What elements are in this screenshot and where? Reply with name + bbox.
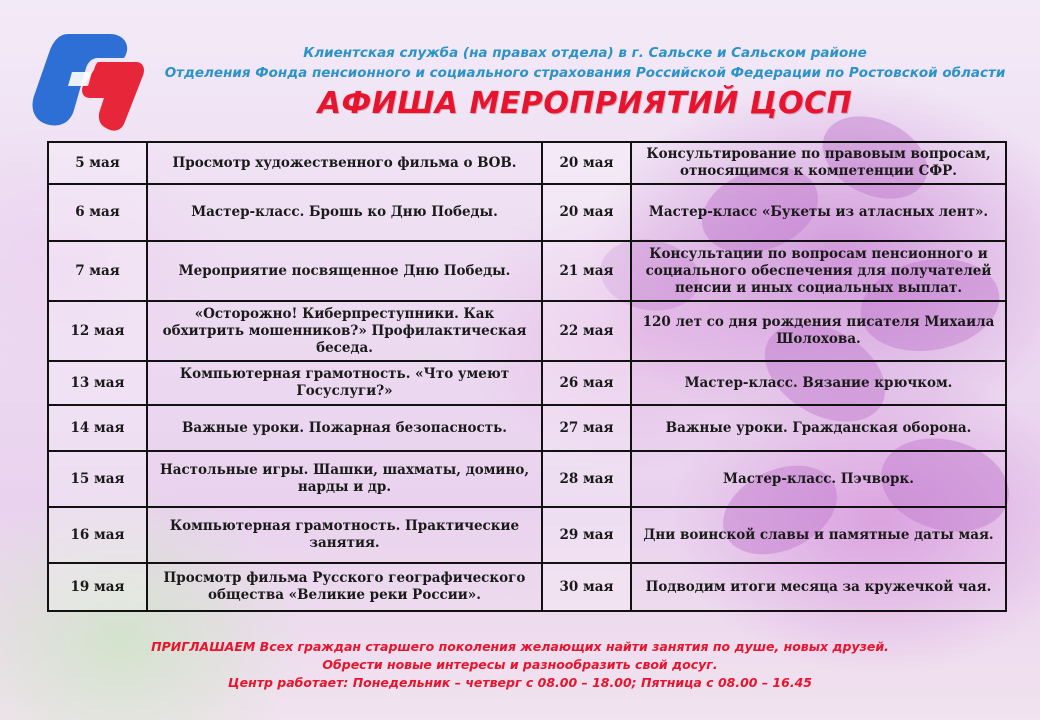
event-date: 12 мая <box>48 301 147 361</box>
event-date: 7 мая <box>48 241 147 301</box>
footer-invitation: ПРИГЛАШАЕМ Всех граждан старшего поколения желающих найти занятия по душе, новых друзей. <box>151 639 889 654</box>
event-date: 27 мая <box>542 405 631 451</box>
table-row <box>48 563 1006 611</box>
event-description: Настольные игры. Шашки, шахматы, домино, нарды и др. <box>147 451 542 507</box>
event-description: Подводим итоги месяца за кружечкой чая. <box>631 563 1006 611</box>
table-row <box>48 301 1006 361</box>
event-date: 19 мая <box>48 563 147 611</box>
event-description: Дни воинской славы и памятные даты мая. <box>631 507 1006 563</box>
header-org-line-2: Отделения Фонда пенсионного и социального страхования Российской Федерации по Ростовской области <box>164 65 1006 81</box>
header-org-line-1: Клиентская служба (на правах отдела) в г. Сальске и Сальском районе <box>303 45 867 61</box>
event-date: 22 мая <box>542 301 631 361</box>
event-date: 6 мая <box>48 184 147 241</box>
event-description: «Осторожно! Киберпреступники. Как обхитрить мошенников?» Профилактическая беседа. <box>147 301 542 361</box>
event-description: Консультирование по правовым вопросам, относящимся к компетенции СФР. <box>631 142 1006 184</box>
event-date: 21 мая <box>542 241 631 301</box>
table-row <box>48 507 1006 563</box>
event-date: 30 мая <box>542 563 631 611</box>
event-description: Консультации по вопросам пенсионного и социального обеспечения для получателей пенсии и иных социальных выплат. <box>631 241 1006 301</box>
event-date: 28 мая <box>542 451 631 507</box>
event-date: 20 мая <box>542 184 631 241</box>
event-date: 29 мая <box>542 507 631 563</box>
event-description: Важные уроки. Гражданская оборона. <box>631 405 1006 451</box>
table-row <box>48 361 1006 405</box>
table-row <box>48 184 1006 241</box>
event-date: 26 мая <box>542 361 631 405</box>
event-description: Важные уроки. Пожарная безопасность. <box>147 405 542 451</box>
event-date: 13 мая <box>48 361 147 405</box>
event-date: 20 мая <box>542 142 631 184</box>
page-title: АФИША МЕРОПРИЯТИЙ ЦОСП <box>317 86 853 121</box>
table-row <box>48 241 1006 301</box>
event-description: Компьютерная грамотность. Практические занятия. <box>147 507 542 563</box>
table-row <box>48 451 1006 507</box>
footer-subtext: Обрести новые интересы и разнообразить свой досуг. <box>322 657 718 672</box>
event-date: 5 мая <box>48 142 147 184</box>
sfr-logo-icon <box>28 28 148 132</box>
event-description: Компьютерная грамотность. «Что умеют Госуслуги?» <box>147 361 542 405</box>
event-description: Мероприятие посвященное Дню Победы. <box>147 241 542 301</box>
event-description: Мастер-класс. Вязание крючком. <box>631 361 1006 405</box>
table-row <box>48 142 1006 184</box>
event-description: Мастер-класс «Букеты из атласных лент». <box>631 184 1006 241</box>
event-description: 120 лет со дня рождения писателя Михаила Шолохова. <box>631 301 1006 361</box>
footer-working-hours: Центр работает: Понедельник – четверг с 08.00 – 18.00; Пятница с 08.00 – 16.45 <box>228 675 812 690</box>
events-table <box>47 141 1007 612</box>
event-description: Просмотр фильма Русского географического общества «Великие реки России». <box>147 563 542 611</box>
table-row <box>48 405 1006 451</box>
event-description: Мастер-класс. Брошь ко Дню Победы. <box>147 184 542 241</box>
event-date: 14 мая <box>48 405 147 451</box>
event-date: 15 мая <box>48 451 147 507</box>
event-date: 16 мая <box>48 507 147 563</box>
event-description: Мастер-класс. Пэчворк. <box>631 451 1006 507</box>
event-description: Просмотр художественного фильма о ВОВ. <box>147 142 542 184</box>
